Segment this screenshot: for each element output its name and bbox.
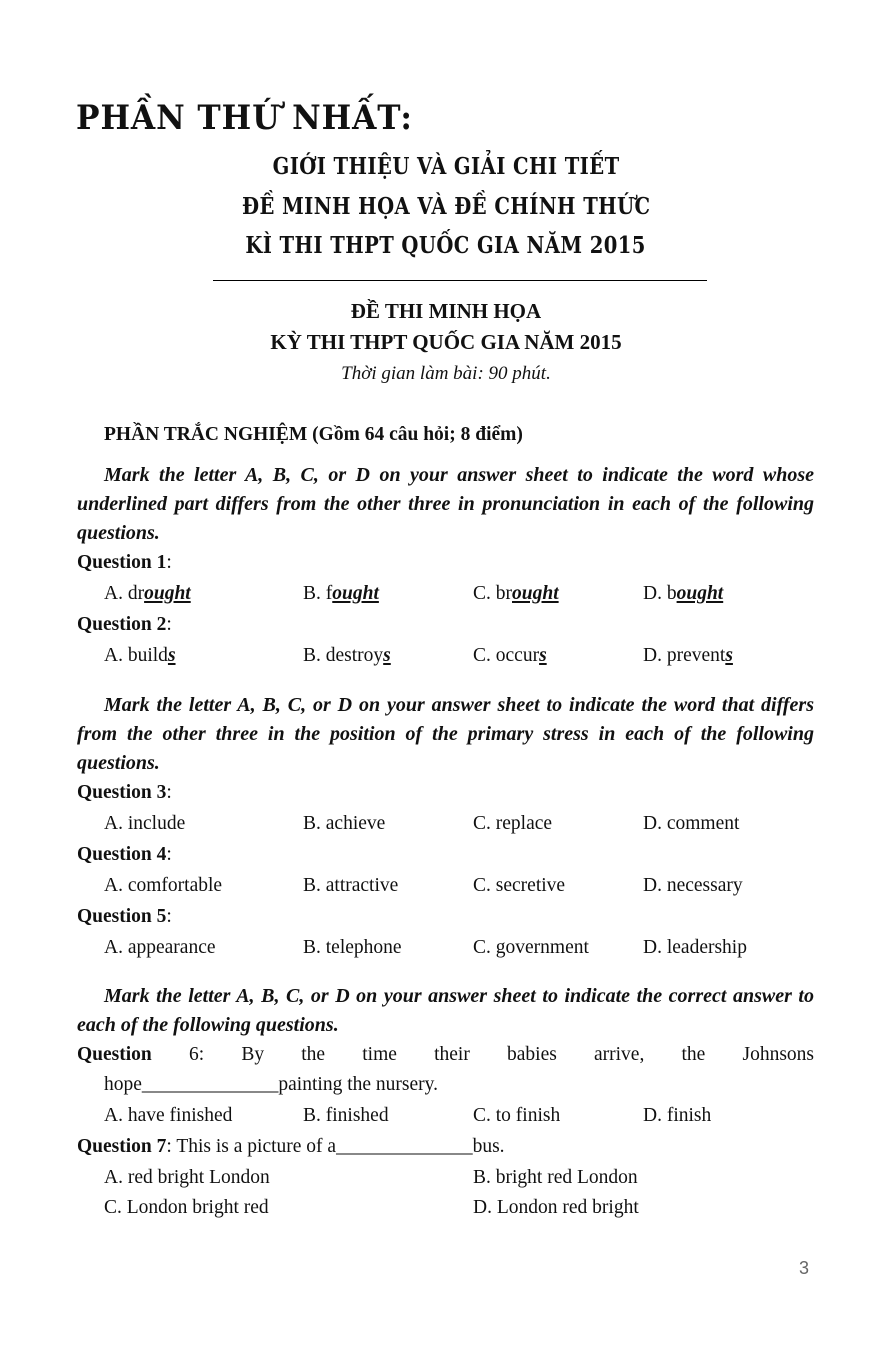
question-1-option-c bbox=[473, 583, 559, 605]
question-6-stem: Question 6: By the time their babies arrive, the Johnsons bbox=[77, 1044, 815, 1065]
question-3-label: Question 3: bbox=[77, 782, 172, 803]
question-7-option-c bbox=[104, 1197, 269, 1219]
subtitle-line-2 bbox=[0, 193, 892, 220]
exam-title-line-2: KỲ THI THPT QUỐC GIA NĂM 2015 bbox=[270, 330, 622, 354]
option-letter: C. bbox=[473, 875, 491, 896]
option-text: telephone bbox=[325, 937, 402, 958]
option-letter: D. bbox=[643, 813, 662, 834]
underlined-part: s bbox=[539, 645, 547, 666]
option-letter: B. bbox=[473, 1167, 491, 1188]
question-2-option-c bbox=[473, 645, 547, 667]
option-text: red bright London bbox=[127, 1167, 270, 1188]
underlined-part: s bbox=[725, 645, 733, 666]
question-7-label: Question 7: This is a picture of a______________bus. bbox=[77, 1136, 505, 1157]
question-6-option-c bbox=[473, 1105, 560, 1127]
option-letter: C. bbox=[104, 1197, 122, 1218]
question-7-option-d bbox=[473, 1197, 639, 1219]
option-text: to finish bbox=[495, 1105, 561, 1126]
option-text: secretive bbox=[495, 875, 566, 896]
subtitle-line-1 bbox=[0, 153, 892, 180]
option-text: occur bbox=[495, 645, 540, 666]
option-letter: D. bbox=[643, 645, 662, 666]
underlined-part: ought bbox=[676, 583, 724, 604]
question-stem-text: By the time their babies arrive, the Johnsons bbox=[241, 1044, 815, 1065]
option-letter: D. bbox=[643, 875, 662, 896]
question-5-option-a bbox=[104, 937, 216, 959]
question-stem-text: This is a picture of a______________bus. bbox=[176, 1136, 505, 1157]
option-letter: D. bbox=[643, 937, 662, 958]
question-7-option-b bbox=[473, 1167, 638, 1189]
question-5-label: Question 5: bbox=[77, 906, 172, 927]
exam-time: Thời gian làm bài: 90 phút. bbox=[341, 363, 551, 384]
question-5-option-d bbox=[643, 937, 747, 959]
option-letter: D. bbox=[643, 583, 662, 604]
option-letter: B. bbox=[303, 937, 321, 958]
subtitle-line-3 bbox=[0, 232, 892, 259]
option-text: finish bbox=[666, 1105, 712, 1126]
option-text: London bright red bbox=[126, 1197, 269, 1218]
question-2-option-a bbox=[104, 645, 176, 667]
underlined-part: s bbox=[167, 645, 176, 666]
option-letter: C. bbox=[473, 937, 491, 958]
option-letter: B. bbox=[303, 583, 321, 604]
question-1-label: Question 1: bbox=[77, 552, 172, 573]
option-text: b bbox=[666, 583, 677, 604]
option-letter: B. bbox=[303, 875, 321, 896]
option-text: replace bbox=[495, 813, 553, 834]
question-label-text: Question 1 bbox=[77, 552, 167, 573]
question-4-option-a bbox=[104, 875, 222, 897]
subtitle-text: ĐỀ MINH HỌA VÀ ĐỀ CHÍNH THỨC bbox=[241, 193, 651, 220]
option-text: include bbox=[127, 813, 186, 834]
part-title: PHẦN THỨ NHẤT: bbox=[76, 98, 413, 138]
option-text: br bbox=[495, 583, 513, 604]
exam-title-line-1: ĐỀ THI MINH HỌA bbox=[350, 299, 542, 323]
question-label-text: Question 4 bbox=[77, 844, 167, 865]
underlined-part: ought bbox=[512, 583, 559, 604]
question-2-label: Question 2: bbox=[77, 614, 172, 635]
question-6-option-a bbox=[104, 1105, 232, 1127]
option-text: have finished bbox=[127, 1105, 233, 1126]
option-letter: A. bbox=[104, 1105, 123, 1126]
question-4-label: Question 4: bbox=[77, 844, 172, 865]
option-letter: A. bbox=[104, 937, 123, 958]
option-letter: B. bbox=[303, 813, 321, 834]
question-2-option-d bbox=[643, 645, 733, 667]
question-label-text: Question 5 bbox=[77, 906, 167, 927]
question-3-option-d bbox=[643, 813, 739, 835]
option-text: appearance bbox=[127, 937, 216, 958]
question-6-option-b bbox=[303, 1105, 389, 1127]
question-4-option-c bbox=[473, 875, 565, 897]
underlined-part: ought bbox=[144, 583, 191, 604]
option-text: destroy bbox=[325, 645, 384, 666]
question-5-option-b bbox=[303, 937, 402, 959]
question-3-option-b bbox=[303, 813, 385, 835]
question-5-option-c bbox=[473, 937, 589, 959]
option-letter: A. bbox=[104, 1167, 123, 1188]
option-text: bright red London bbox=[495, 1167, 638, 1188]
option-letter: A. bbox=[104, 875, 123, 896]
underlined-part: ought bbox=[332, 583, 379, 604]
option-text: necessary bbox=[666, 875, 743, 896]
question-3-option-a bbox=[104, 813, 185, 835]
option-text: dr bbox=[127, 583, 145, 604]
option-letter: D. bbox=[473, 1197, 492, 1218]
option-text: attractive bbox=[325, 875, 399, 896]
page-number: 3 bbox=[799, 1258, 810, 1278]
question-3-option-c bbox=[473, 813, 552, 835]
question-2-option-b bbox=[303, 645, 391, 667]
question-6-option-d bbox=[643, 1105, 711, 1127]
option-text: London red bright bbox=[496, 1197, 639, 1218]
question-4-option-d bbox=[643, 875, 743, 897]
option-text: prevent bbox=[666, 645, 726, 666]
option-letter: A. bbox=[104, 645, 123, 666]
option-text: achieve bbox=[325, 813, 386, 834]
option-text: government bbox=[495, 937, 589, 958]
subtitle-text: KÌ THI THPT QUỐC GIA NĂM 2015 bbox=[245, 232, 647, 259]
instruction-correct-answer: Mark the letter A, B, C, or D on your answer sheet to indicate the correct answer to each of the following questions. bbox=[77, 985, 814, 1036]
question-1-option-a bbox=[104, 583, 191, 605]
option-text: comfortable bbox=[127, 875, 223, 896]
option-text: f bbox=[325, 583, 333, 604]
option-letter: A. bbox=[104, 813, 123, 834]
option-letter: D. bbox=[643, 1105, 662, 1126]
question-4-option-b bbox=[303, 875, 398, 897]
question-label-text: Question 2 bbox=[77, 614, 167, 635]
option-letter: C. bbox=[473, 1105, 491, 1126]
question-1-option-b bbox=[303, 583, 379, 605]
question-label-text: Question bbox=[77, 1044, 152, 1065]
option-letter: A. bbox=[104, 583, 123, 604]
horizontal-rule bbox=[213, 280, 707, 281]
question-7-option-a bbox=[104, 1167, 270, 1189]
instruction-pronunciation: Mark the letter A, B, C, or D on your answer sheet to indicate the word whose underlined part differs from the other three in pronunciation in each of the following questions. bbox=[77, 464, 814, 544]
section-heading: PHẦN TRẮC NGHIỆM (Gồm 64 câu hỏi; 8 điểm) bbox=[104, 424, 523, 445]
option-text: comment bbox=[666, 813, 740, 834]
subtitle-text: GIỚI THIỆU VÀ GIẢI CHI TIẾT bbox=[272, 153, 620, 180]
option-letter: C. bbox=[473, 813, 491, 834]
question-6-stem-line-2: hope______________painting the nursery. bbox=[104, 1074, 438, 1095]
option-text: leadership bbox=[666, 937, 747, 958]
question-label-text: Question 7 bbox=[77, 1136, 167, 1157]
instruction-stress: Mark the letter A, B, C, or D on your answer sheet to indicate the word that differs from the other three in the position of the primary stress in each of the following questions. bbox=[77, 694, 814, 774]
question-number: 6 bbox=[188, 1044, 199, 1065]
option-letter: B. bbox=[303, 645, 321, 666]
underlined-part: s bbox=[383, 645, 391, 666]
option-letter: B. bbox=[303, 1105, 321, 1126]
option-text: finished bbox=[325, 1105, 389, 1126]
option-letter: C. bbox=[473, 645, 491, 666]
option-letter: C. bbox=[473, 583, 491, 604]
option-text: build bbox=[127, 645, 168, 666]
question-1-option-d bbox=[643, 583, 723, 605]
question-label-text: Question 3 bbox=[77, 782, 167, 803]
